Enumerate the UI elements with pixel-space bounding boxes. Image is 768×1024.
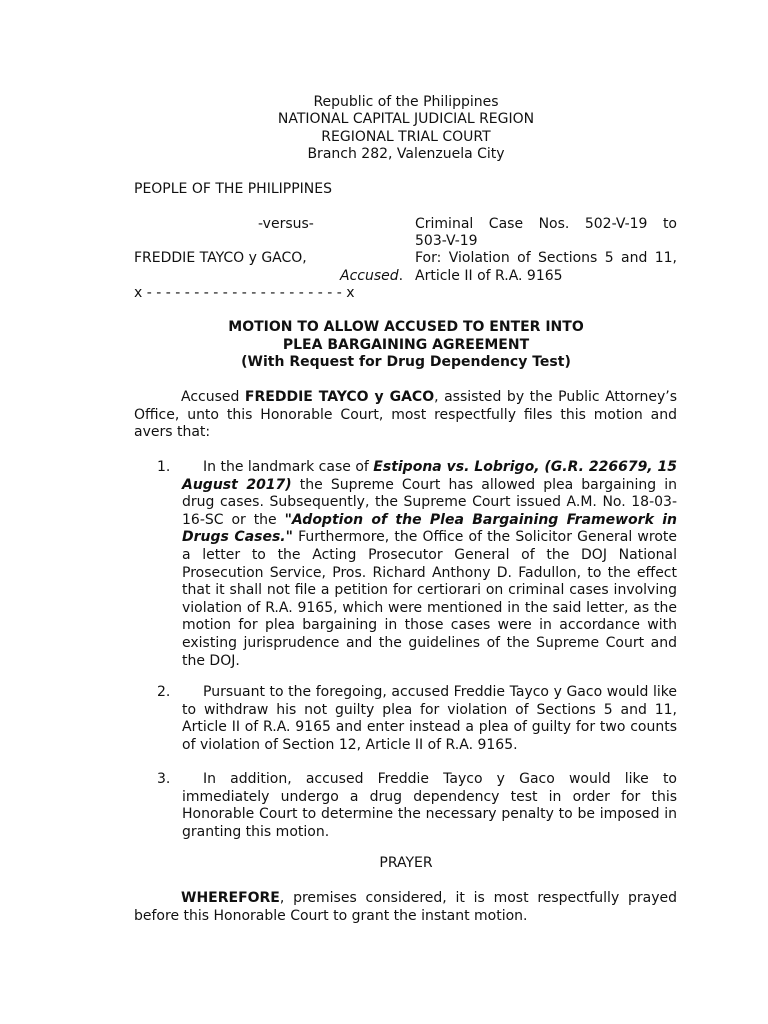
item-3-number: 3. xyxy=(157,771,171,787)
case-number-line1: Criminal Case Nos. 502-V-19 to xyxy=(415,216,677,232)
intro-before: Accused xyxy=(181,389,245,405)
case-violation-line2: Article II of R.A. 9165 xyxy=(415,268,563,284)
caption-versus: -versus- xyxy=(258,216,314,232)
item-1-part1: In the landmark case of xyxy=(203,459,374,475)
accused-period: . xyxy=(398,268,404,284)
caption-accused-label xyxy=(340,268,403,286)
caption-accused-name: FREDDIE TAYCO y GACO, xyxy=(134,250,307,266)
accused-label: Accused xyxy=(340,268,399,284)
caption-plaintiff: PEOPLE OF THE PHILIPPINES xyxy=(134,181,332,197)
prayer-text: , premises considered, it is most respectfully prayed before this Honorable Court to grant the instant motion. xyxy=(134,890,677,924)
item-2-text: Pursuant to the foregoing, accused Freddie Tayco y Gaco would like to withdraw his not guilty plea for violation of Sections 5 and 11, Article II of R.A. 9165 and enter instead a plea of guilty for two counts of violation of Section 12, Article II of R.A. 9165. xyxy=(182,684,677,753)
case-violation-line1: For: Violation of Sections 5 and 11, xyxy=(415,250,677,266)
item-1-case-citation: Estipona vs. Lobrigo, (G.R. 226679, 15 August 2017) xyxy=(182,459,677,493)
title-line1: MOTION TO ALLOW ACCUSED TO ENTER INTO xyxy=(228,319,584,335)
intro-after: , assisted by the Public Attorney’s Office, unto this Honorable Court, most respectfully files this motion and avers that: xyxy=(134,389,677,441)
item-1-part3: Furthermore, the Office of the Solicitor General wrote a letter to the Acting Prosecutor General of the DOJ National Prosecution Service, Pros. Richard Anthony D. Fadullon, to the effect that it shall not file a petition for certiorari on criminal cases involving violation of R.A. 9165, which were mentioned in the said letter, as the motion for plea bargaining in those cases were in accordance with existing jurisprudence and the guidelines of the Supreme Court and the DOJ. xyxy=(182,529,678,669)
caption-separator: x - - - - - - - - - - - - - - - - - - - - - x xyxy=(134,285,355,301)
item-2-number: 2. xyxy=(157,684,171,700)
header-republic: Republic of the Philippines xyxy=(313,94,499,110)
item-1-part2: the Supreme Court has allowed plea bargaining in drug cases. Subsequently, the Supreme Court issued A.M. No. 18-03-16-SC or the xyxy=(182,476,678,528)
title-line2: PLEA BARGAINING AGREEMENT xyxy=(282,337,530,353)
intro-paragraph xyxy=(134,389,677,442)
header-branch: Branch 282, Valenzuela City xyxy=(307,146,505,162)
item-1-text xyxy=(182,459,677,670)
prayer-heading: PRAYER xyxy=(379,855,433,871)
item-1-quote: "Adoption of the Plea Bargaining Framework in Drugs Cases." xyxy=(182,511,677,546)
prayer-wherefore: WHEREFORE xyxy=(181,890,280,906)
case-number-line2: 503-V-19 xyxy=(415,233,478,249)
item-3-text: In addition, accused Freddie Tayco y Gaco would like to immediately undergo a drug dependency test in order for this Honorable Court to determine the necessary penalty to be imposed in granting this motion. xyxy=(182,771,677,840)
intro-accused-name: FREDDIE TAYCO y GACO xyxy=(244,389,435,405)
prayer-paragraph xyxy=(134,890,677,925)
header-region: NATIONAL CAPITAL JUDICIAL REGION xyxy=(277,111,535,127)
item-1-number: 1. xyxy=(157,459,171,475)
header-court: REGIONAL TRIAL COURT xyxy=(321,129,491,145)
title-line3: (With Request for Drug Dependency Test) xyxy=(241,354,571,370)
